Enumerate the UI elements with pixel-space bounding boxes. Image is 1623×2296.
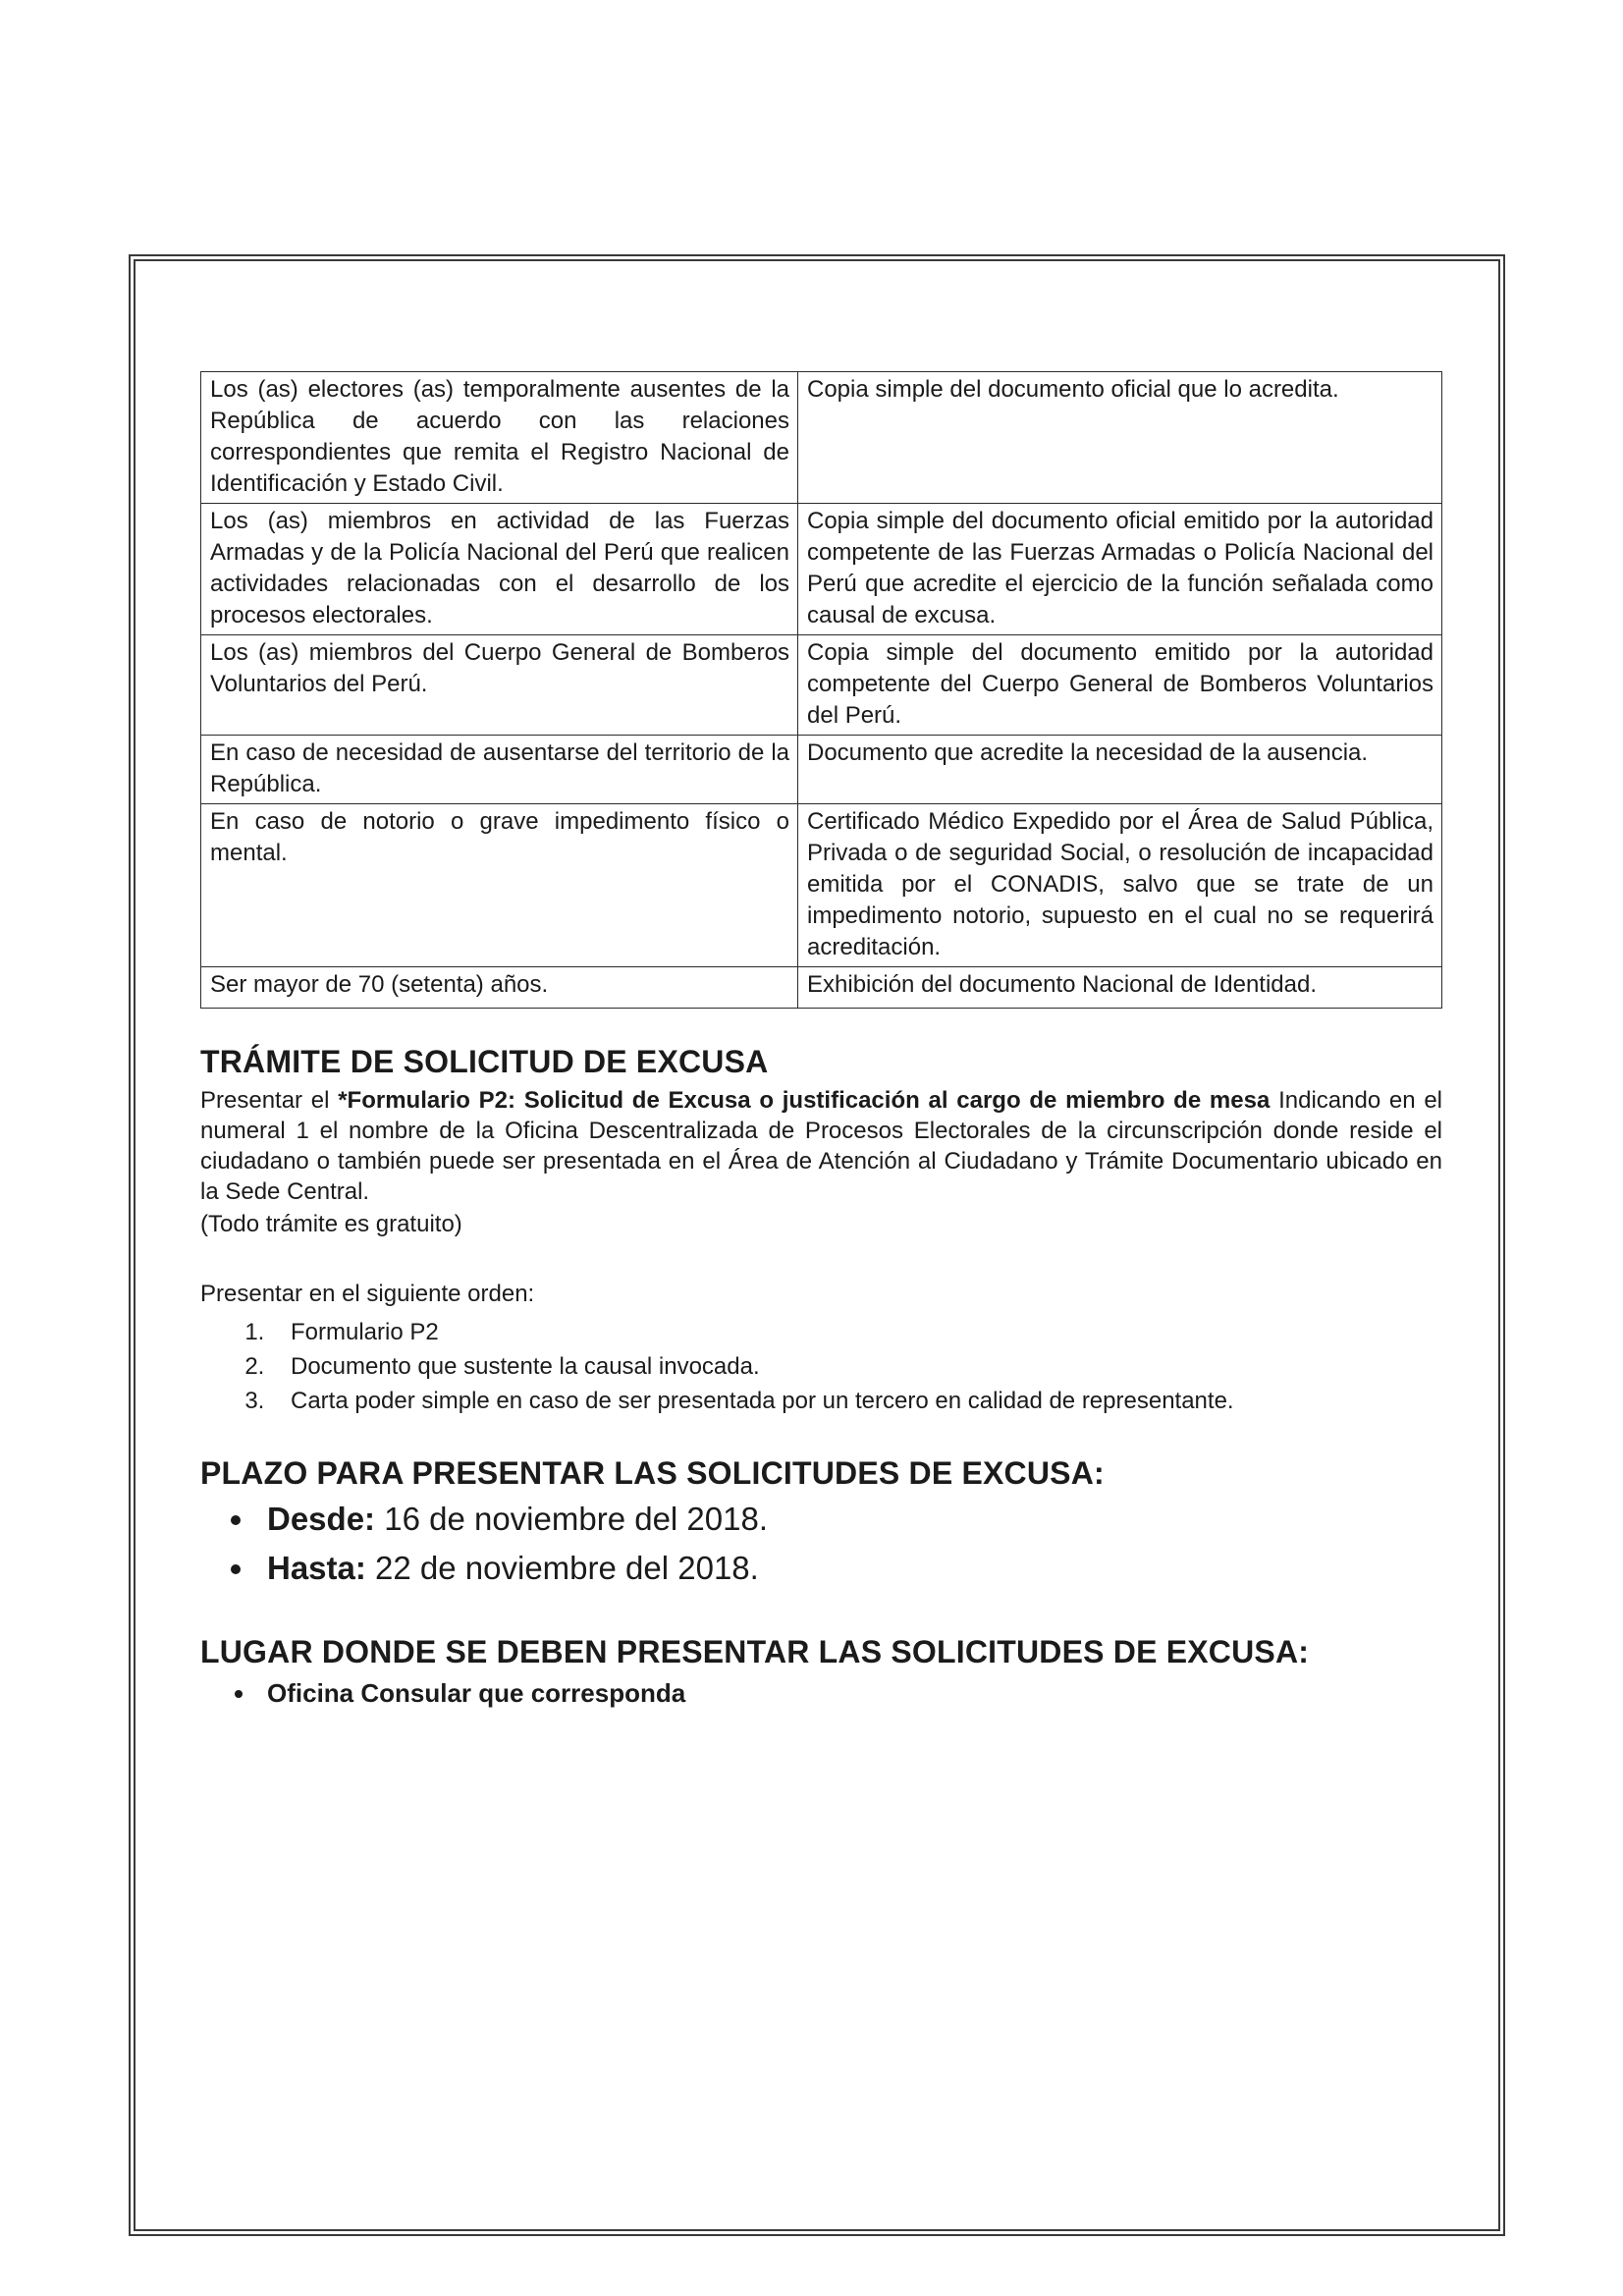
hasta-label: Hasta: [267, 1550, 366, 1586]
gratuito-note: (Todo trámite es gratuito) [200, 1211, 462, 1237]
causal-cell: Los (as) electores (as) temporalmente ausentes de la República de acuerdo con las relaciones correspondientes que remita el Registro Nacional de Identificación y Estado Civil. [201, 372, 798, 504]
requisito-cell: Copia simple del documento emitido por la autoridad competente del Cuerpo General de Bomberos Voluntarios del Perú. [798, 635, 1442, 736]
form-name: *Formulario P2: Solicitud de Excusa o justificación al cargo de miembro de mesa [338, 1087, 1271, 1114]
document-content [200, 371, 1442, 1713]
lugar-section [200, 1632, 1442, 1713]
requisito-cell: Certificado Médico Expedido por el Área de Salud Pública, Privada o de seguridad Social, o resolución de incapacidad emitida por el CONADIS, salvo que se trate de un impedimento notorio, supuesto en el cual no se requerirá acreditación. [798, 804, 1442, 967]
table-row [201, 504, 1442, 635]
list-item [257, 1495, 1442, 1544]
desde-label: Desde: [267, 1501, 376, 1537]
list-item: 3. Carta poder simple en caso de ser presentada por un tercero en calidad de representante. [271, 1384, 1442, 1418]
plazo-section [200, 1453, 1442, 1593]
tramite-body: Indicando en el numeral 1 el nombre de la Oficina Descentralizada de Procesos Electorales de la circunscripción donde reside el ciudadano o también puede ser presentada en el Área de Atención al Ciudadano y Trámite Documentario ubicado en la Sede Central. [200, 1087, 1443, 1205]
list-item: 2. Documento que sustente la causal invocada. [271, 1349, 1442, 1384]
desde-value: 16 de noviembre del 2018. [384, 1501, 768, 1537]
lugar-heading: LUGAR DONDE SE DEBEN PRESENTAR LAS SOLICITUDES DE EXCUSA: [200, 1634, 1310, 1669]
causal-cell: En caso de necesidad de ausentarse del territorio de la República. [201, 736, 798, 804]
table-row [201, 967, 1442, 1009]
requisito-cell: Copia simple del documento oficial que lo acredita. [798, 372, 1442, 504]
causal-cell: En caso de notorio o grave impedimento físico o mental. [201, 804, 798, 967]
tramite-paragraph [200, 1085, 1442, 1207]
requisito-cell: Documento que acredite la necesidad de la ausencia. [798, 736, 1442, 804]
causal-cell: Los (as) miembros en actividad de las Fuerzas Armadas y de la Policía Nacional del Perú que realicen actividades relacionadas con el desarrollo de los procesos electorales. [201, 504, 798, 635]
hasta-value: 22 de noviembre del 2018. [375, 1550, 759, 1586]
list-item: • Oficina Consular que corresponda [257, 1673, 1442, 1713]
requisito-cell: Copia simple del documento oficial emitido por la autoridad competente de las Fuerzas Armadas o Policía Nacional del Perú que acredite el ejercicio de la función señalada como causal de excusa. [798, 504, 1442, 635]
table-row [201, 804, 1442, 967]
plazo-heading: PLAZO PARA PRESENTAR LAS SOLICITUDES DE EXCUSA: [200, 1455, 1105, 1491]
table-row [201, 635, 1442, 736]
tramite-intro: Presentar el [200, 1087, 330, 1114]
orden-list [200, 1315, 1442, 1418]
tramite-heading: TRÁMITE DE SOLICITUD DE EXCUSA [200, 1044, 769, 1079]
list-item: 1. Formulario P2 [271, 1315, 1442, 1349]
list-item [257, 1544, 1442, 1593]
table-row [201, 372, 1442, 504]
causal-cell: Los (as) miembros del Cuerpo General de Bomberos Voluntarios del Perú. [201, 635, 798, 736]
requisito-cell: Exhibición del documento Nacional de Identidad. [798, 967, 1442, 1009]
plazo-list [200, 1495, 1442, 1593]
tramite-section [200, 1042, 1442, 1418]
lugar-list [200, 1673, 1442, 1713]
table-row [201, 736, 1442, 804]
causal-cell: Ser mayor de 70 (setenta) años. [201, 967, 798, 1009]
orden-intro: Presentar en el siguiente orden: [200, 1281, 535, 1307]
excusa-causales-table [200, 371, 1442, 1009]
